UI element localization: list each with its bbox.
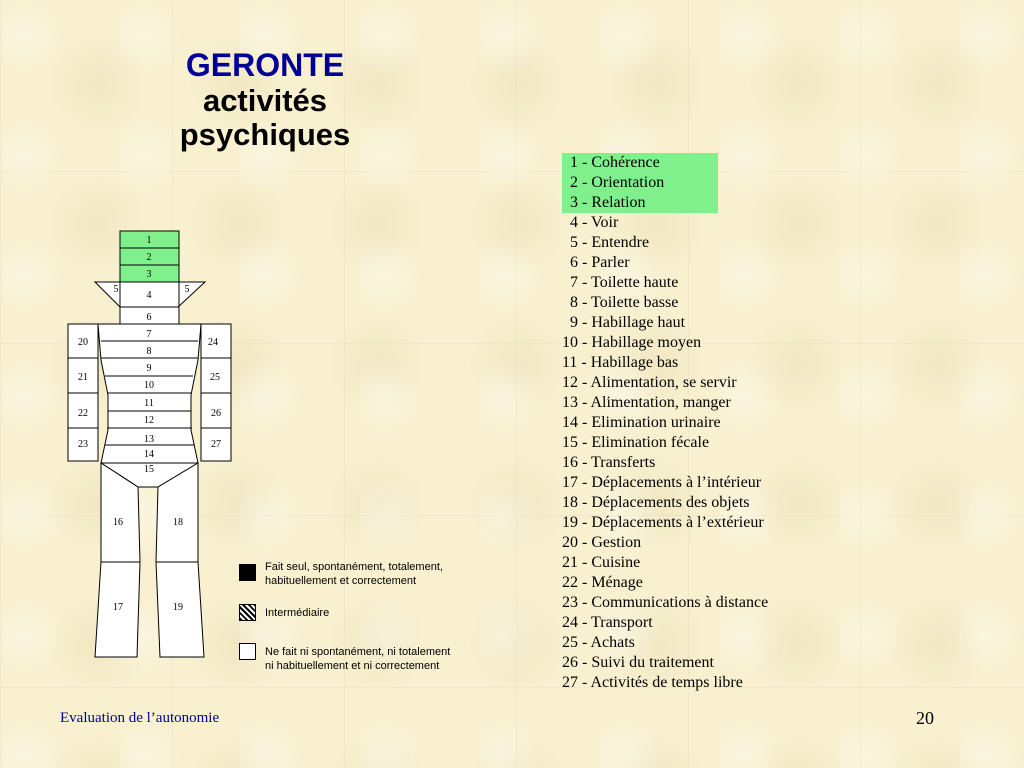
activity-item: 5 - Entendre <box>562 234 650 251</box>
activity-item: 15 - Elimination fécale <box>562 434 710 451</box>
activity-item: 22 - Ménage <box>562 574 643 591</box>
activity-item: 14 - Elimination urinaire <box>562 414 721 431</box>
activity-item: 23 - Communications à distance <box>562 594 769 611</box>
legend-swatch-hatched <box>239 604 256 621</box>
activity-item: 24 - Transport <box>562 614 653 631</box>
activity-item: 16 - Transferts <box>562 454 656 471</box>
body-segment-label: 7 <box>146 329 152 340</box>
activity-item: 18 - Déplacements des objets <box>562 494 750 511</box>
activity-item: 3 - Relation <box>562 194 646 211</box>
body-segment-label: 5 <box>113 284 119 295</box>
activity-item: 9 - Habillage haut <box>562 314 686 331</box>
body-segment-label: 15 <box>144 464 154 475</box>
slide-title <box>160 46 370 152</box>
body-segment-label: 18 <box>173 517 183 528</box>
body-segment-label: 19 <box>173 602 183 613</box>
legend-text-line: ni habituellement et ni correctement <box>265 660 440 672</box>
activity-item: 10 - Habillage moyen <box>562 334 702 351</box>
activity-item: 1 - Cohérence <box>562 154 660 171</box>
body-diagram <box>60 225 240 665</box>
body-segment-label: 4 <box>146 290 152 301</box>
activity-list <box>562 153 768 693</box>
activity-item: 2 - Orientation <box>562 174 665 191</box>
body-segment-label: 2 <box>146 252 152 263</box>
title-line-2: psychiques <box>179 117 351 152</box>
legend-swatch-empty <box>239 643 256 660</box>
legend-text <box>265 560 465 588</box>
activity-item: 27 - Activités de temps libre <box>562 674 743 691</box>
body-segment-label: 25 <box>210 372 220 383</box>
activity-item: 6 - Parler <box>562 254 630 271</box>
footer-title: Evaluation de l’autonomie <box>60 710 220 726</box>
body-segment-label: 12 <box>144 415 154 426</box>
body-segment-label: 13 <box>144 434 154 445</box>
body-segment-label: 23 <box>78 439 88 450</box>
body-segment-label: 11 <box>144 398 154 409</box>
activity-item: 26 - Suivi du traitement <box>562 654 714 671</box>
body-segment-label: 22 <box>78 408 88 419</box>
body-segment-label: 21 <box>78 372 88 383</box>
activity-item: 8 - Toilette basse <box>562 294 679 311</box>
body-segment-label: 1 <box>146 235 152 246</box>
body-segment-label: 6 <box>146 312 152 323</box>
activity-item: 13 - Alimentation, manger <box>562 394 731 411</box>
body-segment-label: 16 <box>113 517 123 528</box>
activity-item: 4 - Voir <box>562 214 619 231</box>
activity-item: 21 - Cuisine <box>562 554 641 571</box>
body-segment-label: 17 <box>113 602 123 613</box>
activity-item: 7 - Toilette haute <box>562 274 679 291</box>
legend-text-line: Fait seul, spontanément, totalement, <box>265 561 443 573</box>
activity-item: 19 - Déplacements à l’extérieur <box>562 514 764 531</box>
activity-item: 11 - Habillage bas <box>562 354 679 371</box>
body-segment-label: 27 <box>211 439 221 450</box>
body-segment-label: 3 <box>146 269 152 280</box>
body-segment-label: 9 <box>146 363 152 374</box>
body-segment-label: 20 <box>78 337 88 348</box>
body-segment <box>156 463 204 657</box>
title-line-1: activités <box>202 83 328 118</box>
body-segment-label: 26 <box>211 408 221 419</box>
body-segment-label: 24 <box>208 337 218 348</box>
activity-item: 25 - Achats <box>562 634 635 651</box>
legend-text-line: Ne fait ni spontanément, ni totalement <box>265 646 451 658</box>
legend-text-line: habituellement et correctement <box>265 575 417 587</box>
body-segment-label: 5 <box>184 284 190 295</box>
activity-item: 20 - Gestion <box>562 534 642 551</box>
activity-item: 17 - Déplacements à l’intérieur <box>562 474 762 491</box>
legend-text <box>265 606 465 620</box>
legend-text-line: Intermédiaire <box>265 607 330 619</box>
body-segment-label: 10 <box>144 380 154 391</box>
page-number: 20 <box>916 708 934 728</box>
body-segment-label: 14 <box>144 449 154 460</box>
activity-item: 12 - Alimentation, se servir <box>562 374 737 391</box>
legend-text <box>265 645 465 673</box>
body-segment <box>95 463 140 657</box>
legend-swatch-solid-black <box>239 564 256 581</box>
title-main: GERONTE <box>185 47 345 83</box>
body-segment-label: 8 <box>146 346 152 357</box>
